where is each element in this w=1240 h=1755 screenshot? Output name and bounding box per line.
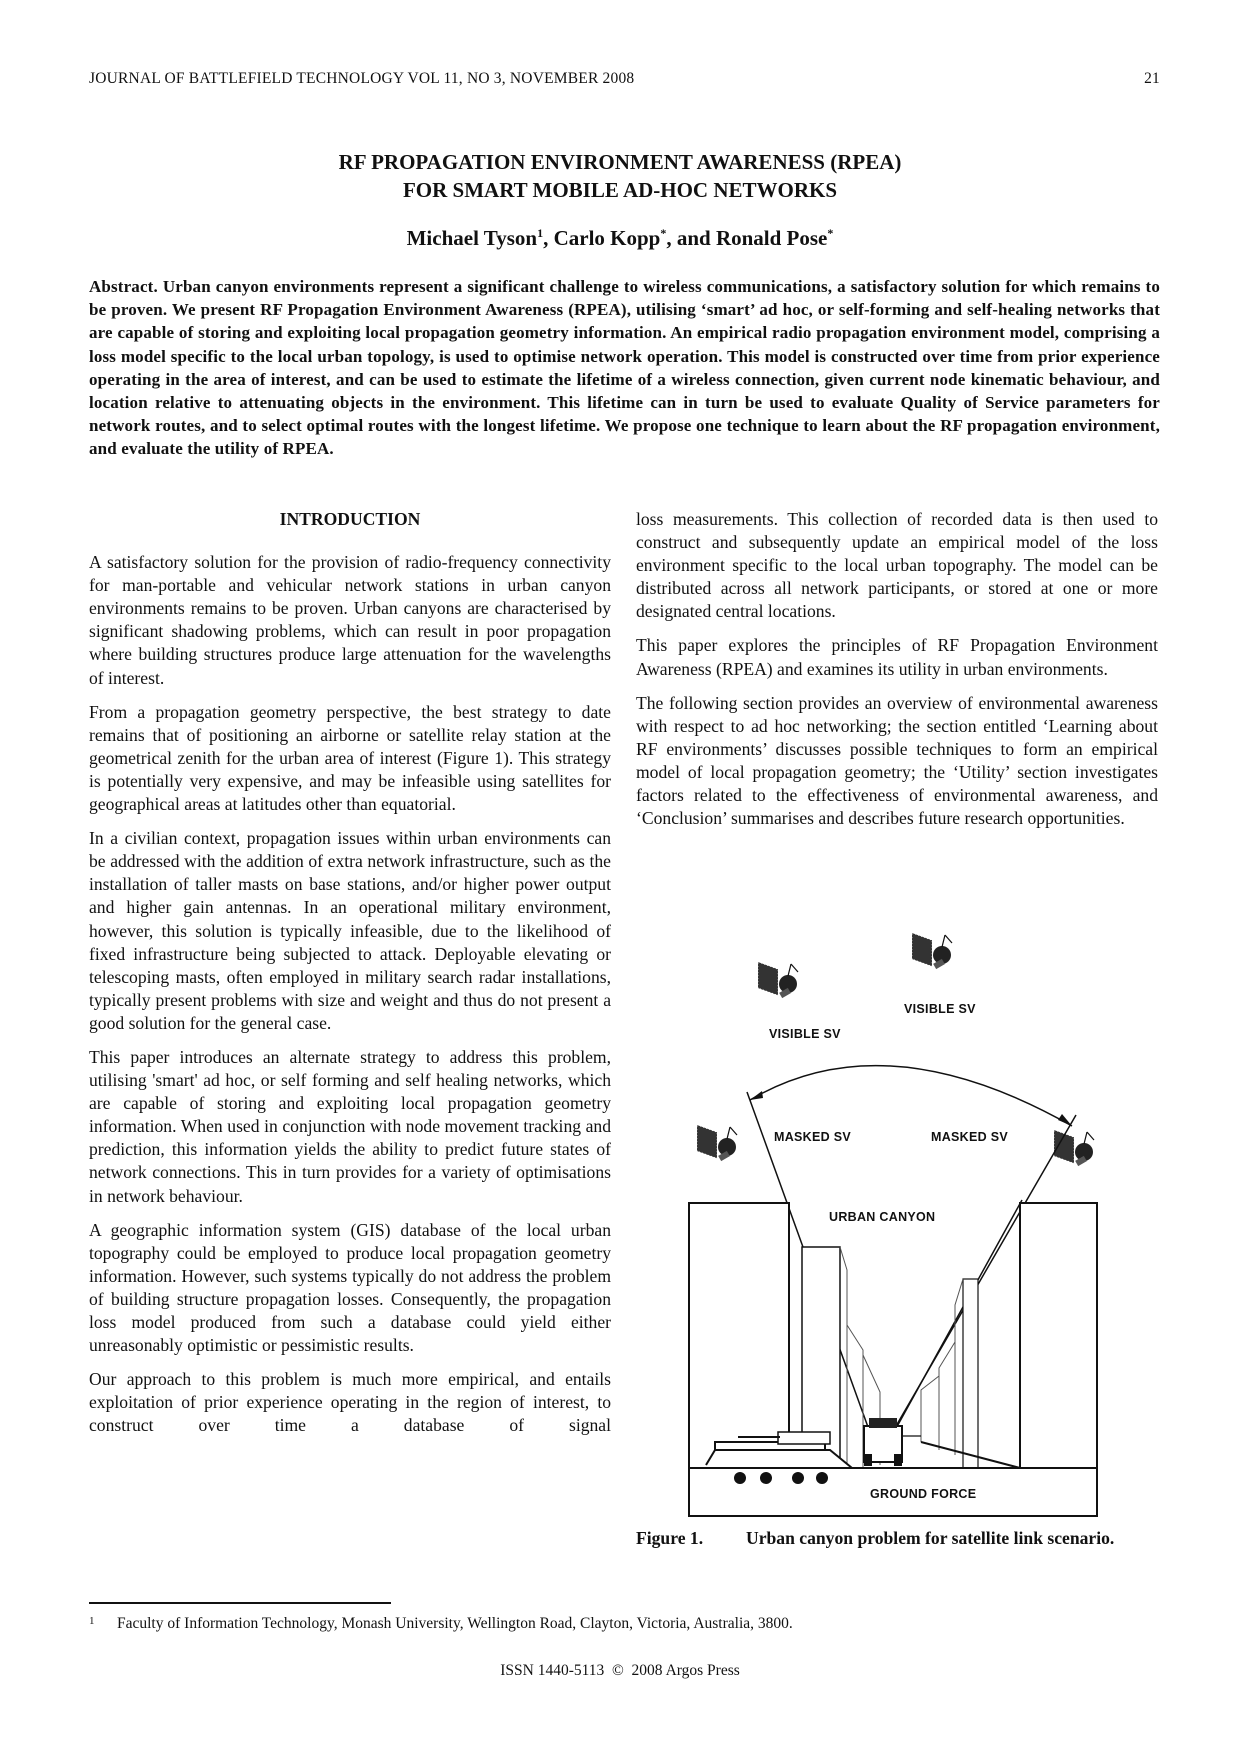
- label-urban-canyon: URBAN CANYON: [829, 1210, 936, 1224]
- body-paragraph: This paper explores the principles of RF Propagation Environment Awareness (RPEA) and examines its utility in urban environments.: [636, 635, 1158, 679]
- title-line-2: FOR SMART MOBILE AD-HOC NETWORKS: [402, 178, 838, 202]
- humvee-icon: [864, 1418, 902, 1466]
- author-name: Carlo Kopp: [553, 226, 661, 250]
- figure-urban-canyon: [680, 930, 1140, 1520]
- body-paragraph: From a propagation geometry perspective, the best strategy to date remains that of positioning an airborne or satellite relay station at the geometrical zenith for the urban area of interest (Figure 1). This strategy is potentially very expensive, and may be infeasible using satellites for geographical areas at latitudes other than equatorial.: [89, 701, 611, 815]
- author-name: Michael Tyson: [406, 226, 538, 250]
- section-heading-introduction: INTRODUCTION: [279, 509, 421, 529]
- caption-number: Figure 1.: [636, 1528, 704, 1548]
- author-mark: 1: [537, 226, 544, 240]
- body-paragraph: A satisfactory solution for the provision of radio-frequency connectivity for man-portable and vehicular network stations in urban canyon environments remains to be proven. Urban canyons are characterised by significant shadowing problems, which can result in poor propagation where building structures produce large attenuation for the wavelengths of interest.: [89, 552, 611, 688]
- footnote-mark: 1: [89, 1615, 95, 1627]
- abstract: Abstract. Urban canyon environments represent a significant challenge to wireless communications, a satisfactory solution for which remains to be proven. We present RF Propagation Environment Awareness (RPEA), utilising ‘smart’ ad hoc, or self-forming and self-healing networks that are capable of storing and exploiting local propagation geometry information. An empirical radio propagation environment model, comprising a loss model specific to the local urban topology, is used to optimise network operation. This model is constructed over time from prior experience operating in the area of interest, and can be used to estimate the lifetime of a wireless connection, given current node kinematic behaviour, and location relative to attenuating objects in the environment. This lifetime can in turn be used to evaluate Quality of Service parameters for network routes, and to select optimal routes with the longest lifetime. We propose one technique to learn about the RF propagation environment, and evaluate the utility of RPEA.: [89, 277, 1160, 459]
- author-list: [0, 226, 1240, 251]
- label-ground-force: GROUND FORCE: [870, 1487, 977, 1501]
- body-paragraph: This paper introduces an alternate strategy to address this problem, utilising 'smart' ad hoc, or self forming and self healing networks, which are capable of storing and exploiting local propagation geometry information. When used in conjunction with node movement tracking and prediction, this information yields the ability to predict future states of network connections. This in turn provides for a variety of optimisations in network behaviour.: [89, 1046, 611, 1206]
- paper-title: [0, 148, 1240, 204]
- body-paragraph: A geographic information system (GIS) database of the local urban topography could be employed to produce local propagation geometry information. However, such systems typically do not address the problem of building structure propagation losses. Consequently, the propagation loss model produced from such a database could yield either unreasonably optimistic or pessimistic results.: [89, 1219, 611, 1356]
- visible-satellite-icon: [912, 933, 952, 969]
- caption-text: Urban canyon problem for satellite link scenario.: [746, 1528, 1115, 1548]
- footnote-rule: [89, 1602, 391, 1604]
- label-visible-sv-right: VISIBLE SV: [904, 1002, 976, 1016]
- body-paragraph: loss measurements. This collection of recorded data is then used to construct and subsequently update an empirical model of the loss environment specific to the local urban topography. The model can be distributed across all network participants, or stored at one or more designated central locations.: [636, 509, 1158, 622]
- label-masked-sv-left: MASKED SV: [774, 1130, 852, 1144]
- page-number: 21: [1144, 70, 1160, 87]
- title-line-1: RF PROPAGATION ENVIRONMENT AWARENESS (RPEA): [338, 150, 902, 174]
- footnote: [89, 1615, 1160, 1633]
- left-column: [89, 508, 611, 1448]
- body-paragraph: Our approach to this problem is much more empirical, and entails exploitation of prior experience operating in the region of interest, to construct over time a database of signal: [89, 1369, 611, 1436]
- body-paragraph: In a civilian context, propagation issues within urban environments can be addressed with the addition of extra network infrastructure, such as the installation of taller masts on base stations, and/or higher power output and higher gain antennas. In an operational military environment, however, this solution is typically infeasible, due to the likelihood of fixed infrastructure being subjected to attack. Deployable elevating or telescoping masts, often employed in military search radar installations, typically present problems with size and weight and thus do not present a good solution for the general case.: [89, 828, 611, 1033]
- masked-satellite-icon: [697, 1125, 737, 1161]
- label-visible-sv-left: VISIBLE SV: [769, 1027, 841, 1041]
- author-mark: *: [660, 226, 667, 240]
- author-mark: *: [827, 226, 834, 240]
- masked-satellite-icon: [1054, 1130, 1094, 1166]
- footnote-text: Faculty of Information Technology, Monash University, Wellington Road, Clayton, Victoria, Australia, 3800.: [117, 1615, 793, 1632]
- journal-name: JOURNAL OF BATTLEFIELD TECHNOLOGY VOL 11, NO 3, NOVEMBER 2008: [89, 70, 635, 87]
- author-separator: ,: [543, 226, 554, 250]
- right-column: [636, 508, 1158, 841]
- urban-canyon-diagram: [680, 930, 1140, 1520]
- body-paragraph: The following section provides an overview of environmental awareness with respect to ad hoc networking; the section entitled ‘Learning about RF environments’ discusses possible techniques to form an empirical model of local propagation geometry; the ‘Utility’ section investigates factors related to the effectiveness of environmental awareness, and ‘Conclusion’ summarises and describes future research opportunities.: [636, 692, 1158, 829]
- figure-caption: [636, 1527, 1158, 1550]
- visible-satellite-icon: [758, 962, 798, 998]
- author-name: Ronald Pose: [715, 226, 828, 250]
- running-head: [89, 70, 1160, 88]
- author-separator: , and: [666, 226, 716, 250]
- label-masked-sv-right: MASKED SV: [931, 1130, 1009, 1144]
- footer-issn: ISSN 1440-5113 © 2008 Argos Press: [500, 1662, 740, 1679]
